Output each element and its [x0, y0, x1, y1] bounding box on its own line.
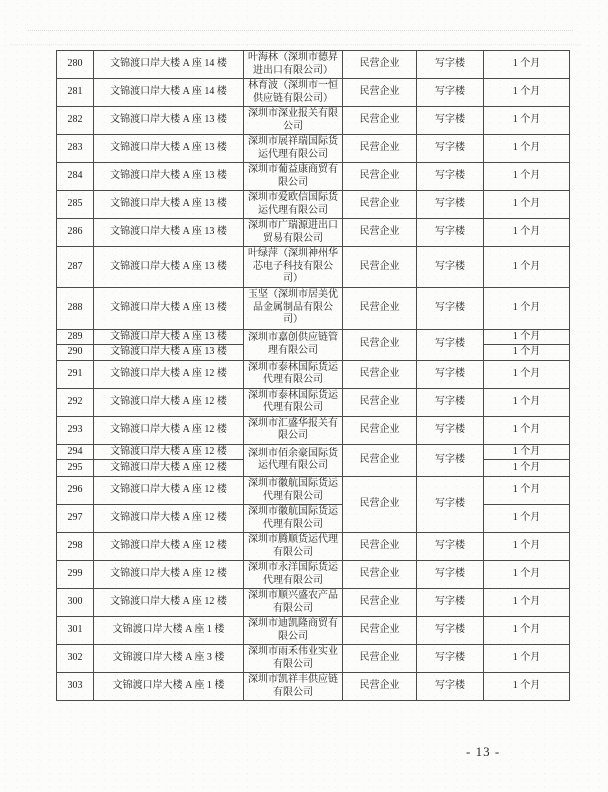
enterprise-type-cell: 民营企业 — [343, 329, 417, 360]
duration-cell: 1 个月 — [484, 51, 570, 79]
duration-cell: 1 个月 — [484, 505, 570, 533]
row-number-cell: 287 — [57, 247, 94, 288]
building-type-cell: 写字楼 — [417, 477, 484, 533]
address-cell: 文锦渡口岸大楼 A 座 12 楼 — [94, 589, 244, 617]
company-cell: 玉坚（深圳市居美优品金属制品有限公司） — [244, 287, 343, 329]
building-type-cell: 写字楼 — [417, 416, 484, 444]
address-cell: 文锦渡口岸大楼 A 座 12 楼 — [94, 533, 244, 561]
building-type-cell: 写字楼 — [417, 329, 484, 360]
address-cell: 文锦渡口岸大楼 A 座 1 楼 — [94, 673, 244, 701]
enterprise-type-cell: 民营企业 — [343, 163, 417, 191]
duration-cell: 1 个月 — [484, 477, 570, 505]
table-row — [57, 444, 570, 460]
enterprise-type-cell: 民营企业 — [343, 107, 417, 135]
address-cell: 文锦渡口岸大楼 A 座 12 楼 — [94, 477, 244, 505]
building-type-cell: 写字楼 — [417, 617, 484, 645]
table-row — [57, 477, 570, 505]
company-cell: 深圳市爱欧信国际货运代理有限公司 — [244, 191, 343, 219]
enterprise-type-cell: 民营企业 — [343, 79, 417, 107]
table-row — [57, 219, 570, 247]
duration-cell: 1 个月 — [484, 589, 570, 617]
building-type-cell: 写字楼 — [417, 645, 484, 673]
page-number: - 13 - — [466, 744, 501, 759]
row-number-cell: 295 — [57, 460, 94, 477]
row-number-cell: 296 — [57, 477, 94, 505]
table-row — [57, 135, 570, 163]
duration-cell: 1 个月 — [484, 287, 570, 329]
enterprise-type-cell: 民营企业 — [343, 51, 417, 79]
duration-cell: 1 个月 — [484, 416, 570, 444]
table-row — [57, 589, 570, 617]
enterprise-type-cell: 民营企业 — [343, 360, 417, 388]
tenants-table — [56, 50, 570, 701]
company-cell: 林育波（深圳市一恒供应链有限公司） — [244, 79, 343, 107]
duration-cell: 1 个月 — [484, 360, 570, 388]
building-type-cell: 写字楼 — [417, 191, 484, 219]
address-cell: 文锦渡口岸大楼 A 座 12 楼 — [94, 444, 244, 460]
row-number-cell: 284 — [57, 163, 94, 191]
enterprise-type-cell: 民营企业 — [343, 444, 417, 477]
row-number-cell: 301 — [57, 617, 94, 645]
table-row — [57, 505, 570, 533]
building-type-cell: 写字楼 — [417, 444, 484, 477]
company-cell: 深圳市葡益康商贸有限公司 — [244, 163, 343, 191]
table-row — [57, 561, 570, 589]
enterprise-type-cell: 民营企业 — [343, 219, 417, 247]
table-row — [57, 673, 570, 701]
address-cell: 文锦渡口岸大楼 A 座 1 楼 — [94, 617, 244, 645]
address-cell: 文锦渡口岸大楼 A 座 13 楼 — [94, 163, 244, 191]
building-type-cell: 写字楼 — [417, 107, 484, 135]
company-cell: 深圳市迪凯隆商贸有限公司 — [244, 617, 343, 645]
table-row — [57, 287, 570, 329]
row-number-cell: 283 — [57, 135, 94, 163]
duration-cell: 1 个月 — [484, 191, 570, 219]
building-type-cell: 写字楼 — [417, 533, 484, 561]
enterprise-type-cell: 民营企业 — [343, 617, 417, 645]
row-number-cell: 286 — [57, 219, 94, 247]
building-type-cell: 写字楼 — [417, 561, 484, 589]
table-row — [57, 360, 570, 388]
enterprise-type-cell: 民营企业 — [343, 388, 417, 416]
address-cell: 文锦渡口岸大楼 A 座 13 楼 — [94, 219, 244, 247]
address-cell: 文锦渡口岸大楼 A 座 13 楼 — [94, 329, 244, 345]
row-number-cell: 291 — [57, 360, 94, 388]
company-cell: 深圳市雨禾伟业实业有限公司 — [244, 645, 343, 673]
duration-cell: 1 个月 — [484, 247, 570, 288]
duration-cell: 1 个月 — [484, 107, 570, 135]
company-cell: 深圳市广瑞源进出口贸易有限公司 — [244, 219, 343, 247]
enterprise-type-cell: 民营企业 — [343, 416, 417, 444]
address-cell: 文锦渡口岸大楼 A 座 12 楼 — [94, 460, 244, 477]
duration-cell: 1 个月 — [484, 163, 570, 191]
company-cell: 深圳市深业报关有限公司 — [244, 107, 343, 135]
table-row — [57, 107, 570, 135]
address-cell: 文锦渡口岸大楼 A 座 12 楼 — [94, 561, 244, 589]
row-number-cell: 281 — [57, 79, 94, 107]
address-cell: 文锦渡口岸大楼 A 座 12 楼 — [94, 416, 244, 444]
duration-cell: 1 个月 — [484, 561, 570, 589]
building-type-cell: 写字楼 — [417, 163, 484, 191]
duration-cell: 1 个月 — [484, 329, 570, 345]
row-number-cell: 289 — [57, 329, 94, 345]
enterprise-type-cell: 民营企业 — [343, 561, 417, 589]
enterprise-type-cell: 民营企业 — [343, 247, 417, 288]
duration-cell: 1 个月 — [484, 645, 570, 673]
row-number-cell: 290 — [57, 345, 94, 361]
table-row — [57, 388, 570, 416]
company-cell: 叶绿萍（深圳神州华芯电子科技有限公司） — [244, 247, 343, 288]
duration-cell: 1 个月 — [484, 444, 570, 460]
building-type-cell: 写字楼 — [417, 51, 484, 79]
building-type-cell: 写字楼 — [417, 79, 484, 107]
table-row — [57, 533, 570, 561]
company-cell: 深圳市展祥瑞国际货运代理有限公司 — [244, 135, 343, 163]
scan-artifact — [10, 44, 580, 45]
duration-cell: 1 个月 — [484, 345, 570, 361]
company-cell: 深圳市徽航国际货运代理有限公司 — [244, 477, 343, 505]
row-number-cell: 303 — [57, 673, 94, 701]
enterprise-type-cell: 民营企业 — [343, 191, 417, 219]
enterprise-type-cell: 民营企业 — [343, 287, 417, 329]
row-number-cell: 298 — [57, 533, 94, 561]
building-type-cell: 写字楼 — [417, 589, 484, 617]
building-type-cell: 写字楼 — [417, 219, 484, 247]
row-number-cell: 300 — [57, 589, 94, 617]
row-number-cell: 299 — [57, 561, 94, 589]
table-row — [57, 163, 570, 191]
enterprise-type-cell: 民营企业 — [343, 645, 417, 673]
duration-cell: 1 个月 — [484, 219, 570, 247]
address-cell: 文锦渡口岸大楼 A 座 14 楼 — [94, 51, 244, 79]
company-cell: 深圳市佰余豪国际货运代理有限公司 — [244, 444, 343, 477]
duration-cell: 1 个月 — [484, 79, 570, 107]
company-cell: 深圳市顺兴盛农产品有限公司 — [244, 589, 343, 617]
address-cell: 文锦渡口岸大楼 A 座 13 楼 — [94, 287, 244, 329]
enterprise-type-cell: 民营企业 — [343, 673, 417, 701]
company-cell: 深圳市泰林国际货运代理有限公司 — [244, 360, 343, 388]
address-cell: 文锦渡口岸大楼 A 座 14 楼 — [94, 79, 244, 107]
row-number-cell: 285 — [57, 191, 94, 219]
duration-cell: 1 个月 — [484, 673, 570, 701]
row-number-cell: 292 — [57, 388, 94, 416]
company-cell: 深圳市腾顺货运代理有限公司 — [244, 533, 343, 561]
row-number-cell: 280 — [57, 51, 94, 79]
table-row — [57, 617, 570, 645]
company-cell: 深圳市凯祥丰供应链有限公司 — [244, 673, 343, 701]
table-row — [57, 416, 570, 444]
address-cell: 文锦渡口岸大楼 A 座 12 楼 — [94, 360, 244, 388]
row-number-cell: 282 — [57, 107, 94, 135]
building-type-cell: 写字楼 — [417, 247, 484, 288]
company-cell: 深圳市泰林国际货运代理有限公司 — [244, 388, 343, 416]
company-cell: 深圳市汇盛华报关有限公司 — [244, 416, 343, 444]
company-cell: 深圳市徽航国际货运代理有限公司 — [244, 505, 343, 533]
enterprise-type-cell: 民营企业 — [343, 477, 417, 533]
table-row — [57, 191, 570, 219]
enterprise-type-cell: 民营企业 — [343, 135, 417, 163]
enterprise-type-cell: 民营企业 — [343, 533, 417, 561]
table-row — [57, 329, 570, 345]
company-cell: 深圳市嘉创供应链管理有限公司 — [244, 329, 343, 360]
building-type-cell: 写字楼 — [417, 673, 484, 701]
row-number-cell: 293 — [57, 416, 94, 444]
building-type-cell: 写字楼 — [417, 287, 484, 329]
company-cell: 深圳市永洋国际货运代理有限公司 — [244, 561, 343, 589]
table-row — [57, 51, 570, 79]
address-cell: 文锦渡口岸大楼 A 座 3 楼 — [94, 645, 244, 673]
address-cell: 文锦渡口岸大楼 A 座 12 楼 — [94, 388, 244, 416]
row-number-cell: 294 — [57, 444, 94, 460]
duration-cell: 1 个月 — [484, 135, 570, 163]
address-cell: 文锦渡口岸大楼 A 座 13 楼 — [94, 191, 244, 219]
address-cell: 文锦渡口岸大楼 A 座 13 楼 — [94, 345, 244, 361]
company-cell: 叶海林（深圳市德昇进出口有限公司） — [244, 51, 343, 79]
duration-cell: 1 个月 — [484, 617, 570, 645]
duration-cell: 1 个月 — [484, 388, 570, 416]
row-number-cell: 297 — [57, 505, 94, 533]
building-type-cell: 写字楼 — [417, 388, 484, 416]
row-number-cell: 302 — [57, 645, 94, 673]
table-row — [57, 79, 570, 107]
building-type-cell: 写字楼 — [417, 360, 484, 388]
duration-cell: 1 个月 — [484, 533, 570, 561]
enterprise-type-cell: 民营企业 — [343, 589, 417, 617]
row-number-cell: 288 — [57, 287, 94, 329]
address-cell: 文锦渡口岸大楼 A 座 12 楼 — [94, 505, 244, 533]
table-row — [57, 645, 570, 673]
scan-artifact — [28, 30, 573, 31]
address-cell: 文锦渡口岸大楼 A 座 13 楼 — [94, 135, 244, 163]
duration-cell: 1 个月 — [484, 460, 570, 477]
table-row — [57, 247, 570, 288]
building-type-cell: 写字楼 — [417, 135, 484, 163]
address-cell: 文锦渡口岸大楼 A 座 13 楼 — [94, 107, 244, 135]
address-cell: 文锦渡口岸大楼 A 座 13 楼 — [94, 247, 244, 288]
